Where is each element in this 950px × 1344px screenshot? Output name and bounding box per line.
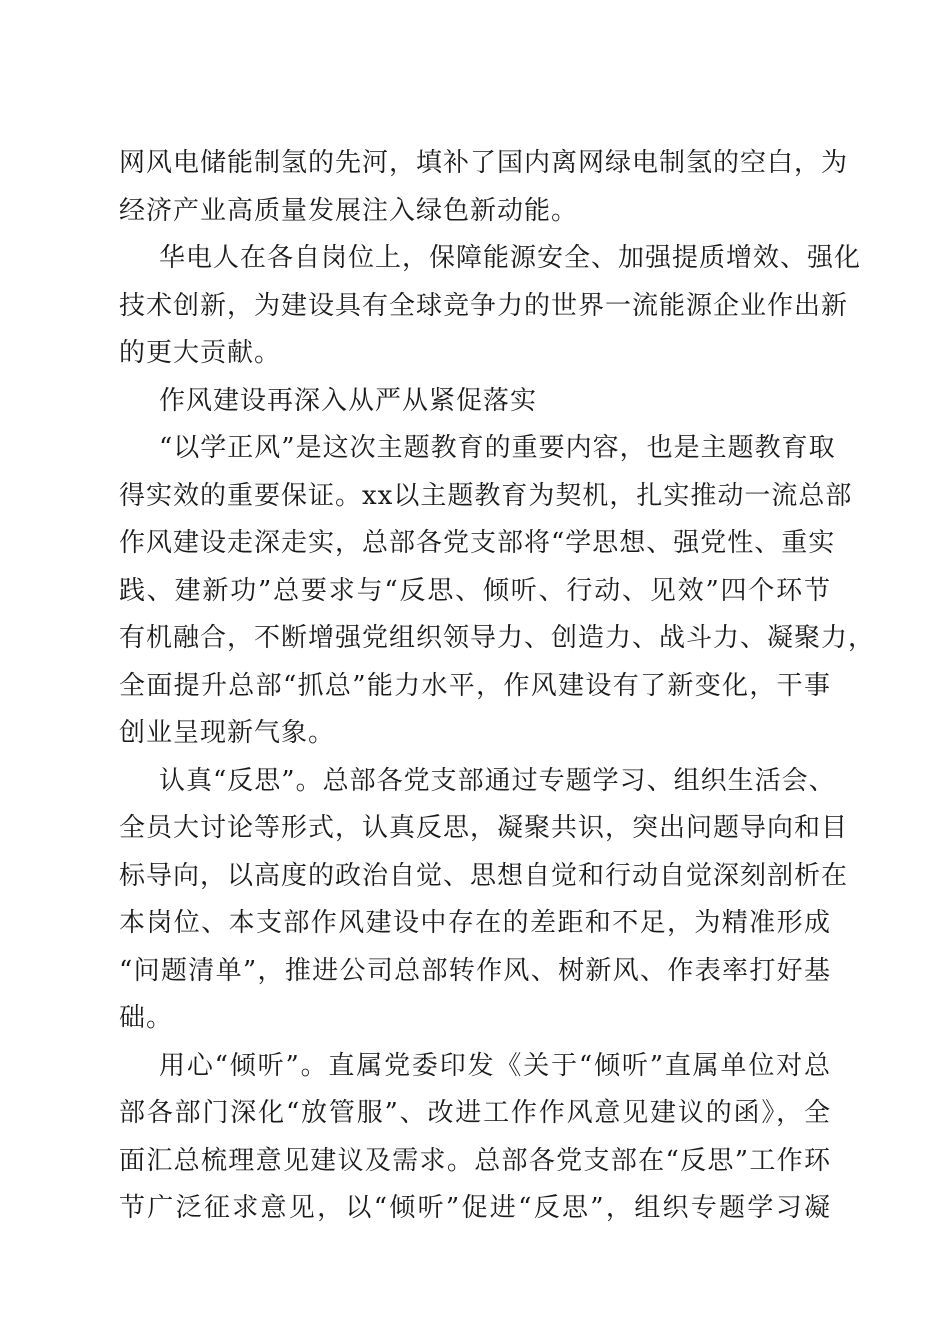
- paragraph: [119, 235, 862, 378]
- text-line: 的更大贡献。: [119, 338, 282, 368]
- document-body: [119, 140, 876, 1233]
- paragraph: [119, 1043, 831, 1233]
- text-line: 践、建新功”总要求与“反思、倾听、行动、见效”四个环节: [119, 575, 831, 606]
- text-line: 华电人在各自岗位上，保障能源安全、加强提质增效、强化: [159, 243, 862, 273]
- text-line: 部各部门深化“放管服”、改进工作作风意见建议的函》，全: [119, 1098, 831, 1128]
- text-line: 用心“倾听”。直属党委印发《关于“倾听”直属单位对总: [159, 1050, 831, 1081]
- text-line: 作风建设走深走实，总部各党支部将“学思想、强党性、重实: [119, 528, 836, 558]
- paragraph: [119, 425, 876, 758]
- text-line: 创业呈现新气象。: [119, 718, 336, 748]
- paragraph: [119, 758, 849, 1043]
- section-heading: [119, 378, 831, 426]
- text-line: 标导向，以高度的政治自觉、思想自觉和行动自觉深刻剖析在: [119, 860, 849, 891]
- text-line: 得实效的重要保证。xx以主题教育为契机，扎实推动一流总部: [119, 480, 853, 511]
- text-line: 技术创新，为建设具有全球竞争力的世界一流能源企业作出新: [119, 290, 849, 321]
- text-line: 经济产业高质量发展注入绿色新动能。: [119, 195, 579, 226]
- text-line: “问题清单”，推进公司总部转作风、树新风、作表率打好基: [119, 955, 831, 986]
- text-line: 网风电储能制氢的先河，填补了国内离网绿电制氢的空白，为: [119, 148, 849, 178]
- text-line: 础。: [119, 1003, 174, 1033]
- text-line: 有机融合，不断增强党组织领导力、创造力、战斗力、凝聚力，: [119, 623, 876, 653]
- text-line: 面汇总梳理意见建议及需求。总部各党支部在“反思”工作环: [119, 1145, 831, 1176]
- text-line: 认真“反思”。总部各党支部通过专题学习、组织生活会、: [159, 765, 836, 796]
- text-line: 全面提升总部“抓总”能力水平，作风建设有了新变化，干事: [119, 670, 831, 701]
- text-line: 作风建设再深入从严从紧促落实: [159, 385, 538, 416]
- text-line: “以学正风”是这次主题教育的重要内容，也是主题教育取: [159, 433, 836, 463]
- paragraph: [119, 140, 849, 235]
- text-line: 节广泛征求意见，以“倾听”促进“反思”，组织专题学习凝: [119, 1193, 831, 1223]
- text-line: 全员大讨论等形式，认真反思，凝聚共识，突出问题导向和目: [119, 813, 849, 843]
- text-line: 本岗位、本支部作风建设中存在的差距和不足，为精准形成: [119, 908, 831, 938]
